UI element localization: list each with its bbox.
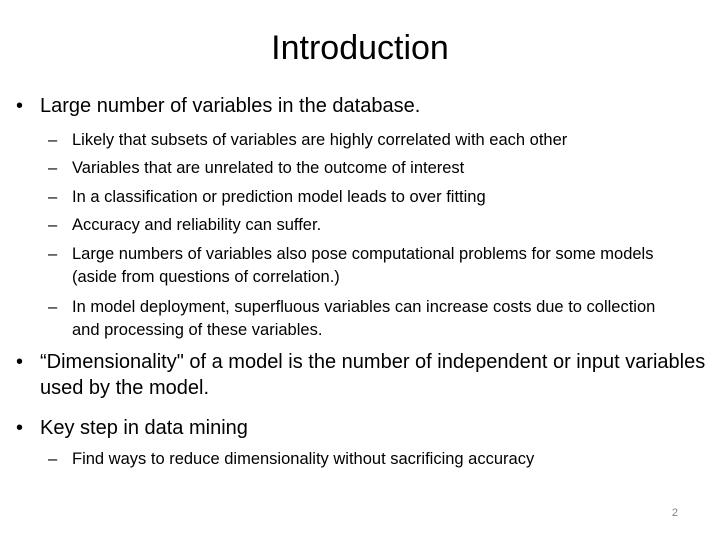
bullet-text: Key step in data mining: [40, 417, 248, 439]
sub-bullet-marker: –: [48, 245, 58, 263]
sub-bullet-marker: –: [48, 188, 58, 206]
sub-bullet-marker: –: [48, 159, 58, 177]
sub-bullet-item: [48, 243, 668, 289]
sub-bullet-marker: –: [48, 298, 58, 316]
bullet-item-1: [16, 93, 706, 119]
sub-bullet-item: [48, 186, 668, 209]
sub-bullet-text: Accuracy and reliability can suffer.: [72, 216, 322, 234]
sub-bullet-text: Large numbers of variables also pose computational problems for some models (aside from questions of correlation.): [72, 245, 654, 286]
sub-bullet-text: Variables that are unrelated to the outcome of interest: [72, 159, 465, 177]
sub-bullet-item: [48, 157, 668, 180]
sub-bullet-text: In a classification or prediction model leads to over fitting: [72, 188, 486, 206]
bullet-item-2: [16, 349, 706, 401]
sub-bullet-text: Find ways to reduce dimensionality without sacrificing accuracy: [72, 450, 535, 468]
sub-bullet-marker: –: [48, 216, 58, 234]
sub-bullet-item: [48, 296, 668, 342]
bullet-text: Large number of variables in the database.: [40, 95, 421, 117]
bullet-item-3: [16, 415, 706, 441]
sub-bullet-item: [48, 129, 668, 152]
sub-bullet-text: Likely that subsets of variables are highly correlated with each other: [72, 131, 568, 149]
sub-bullet-text: In model deployment, superfluous variables can increase costs due to collection and processing of these variables.: [72, 298, 656, 339]
bullet-marker: •: [16, 95, 24, 117]
sub-bullet-item: [48, 214, 668, 237]
sub-bullet-item: [48, 448, 668, 471]
bullet-marker: •: [16, 351, 24, 373]
bullet-marker: •: [16, 417, 24, 439]
bullet-text: “Dimensionality" of a model is the number of independent or input variables used by the model.: [40, 351, 706, 399]
sub-bullet-marker: –: [48, 450, 58, 468]
slide-title: Introduction: [271, 29, 449, 67]
sub-bullet-marker: –: [48, 131, 58, 149]
page-number: 2: [671, 507, 678, 519]
